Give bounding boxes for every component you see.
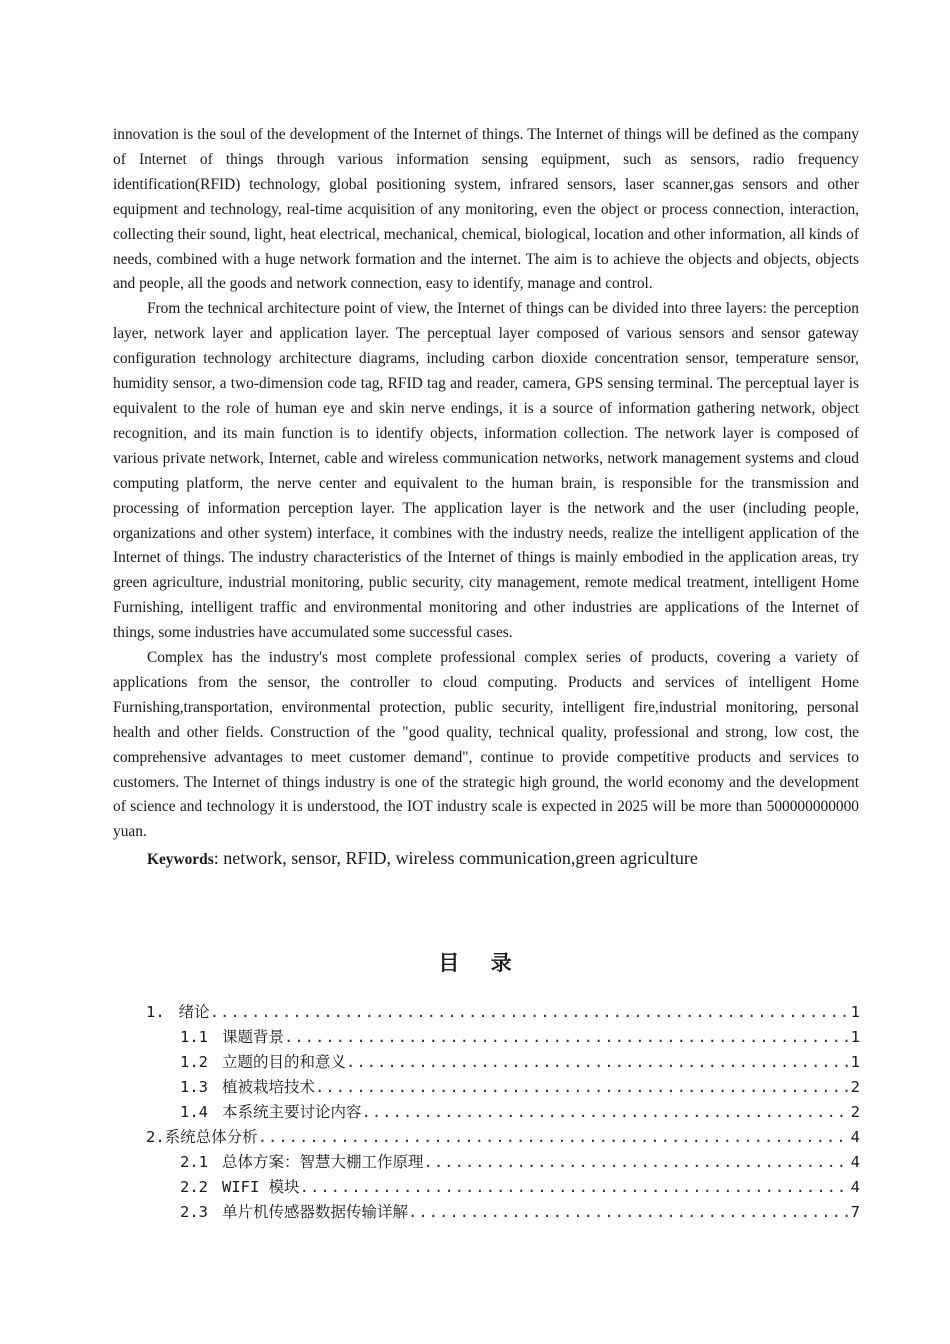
keywords-line (113, 845, 859, 873)
abstract-body (113, 123, 859, 873)
toc-entry-page: 1 (850, 1053, 860, 1071)
toc-entry[interactable] (146, 1025, 860, 1050)
toc-entry-number: 1. (146, 1003, 165, 1021)
toc-leader-dots (315, 1075, 849, 1100)
toc-entry-number: 1.3 (180, 1078, 208, 1096)
keywords-value: : network, sensor, RFID, wireless communication,green agriculture (213, 848, 698, 869)
toc-entry-page: 7 (850, 1203, 860, 1221)
toc-entry-title: 课题背景 (222, 1028, 285, 1046)
toc-entry-page: 2 (850, 1103, 860, 1121)
toc-entry-title: 本系统主要讨论内容 (222, 1103, 362, 1121)
toc-entry-title: WIFI 模块 (222, 1178, 300, 1196)
abstract-paragraph-3: Complex has the industry's most complete professional complex series of products, covering a variety of applications from the sensor, the controller to cloud computing. Products and services of intelligent Home Furnishing,transportation, environmental protection, public security, intelligent fire,industrial monitoring, personal health and other fields. Construction of the "good quality, technical quality, professional and strong, low cost, the comprehensive advantages to meet customer demand", continue to provide competitive products and services to customers. The Internet of things industry is one of the strategic high ground, the world economy and the development of science and technology it is understood, the IOT industry scale is expected in 2025 will be more than 500000000000 yuan. (113, 649, 859, 841)
toc-leader-dots (210, 1000, 849, 1025)
toc-leader-dots (346, 1050, 849, 1075)
toc-entry-number: 1.2 (180, 1053, 208, 1071)
toc-entry[interactable] (146, 1000, 860, 1025)
toc-entry[interactable] (146, 1175, 860, 1200)
toc-entry[interactable] (146, 1050, 860, 1075)
toc-entry-title: 总体方案：智慧大棚工作原理 (222, 1153, 424, 1171)
toc-entry-number: 2.2 (180, 1178, 208, 1196)
toc-leader-dots (408, 1200, 849, 1225)
toc-entry-title: 立题的目的和意义 (222, 1053, 347, 1071)
toc-entry-title: 绪论 (178, 1003, 210, 1021)
toc-entry-number: 1.4 (180, 1103, 208, 1121)
toc-entry[interactable] (146, 1100, 860, 1125)
toc-entry-title: 系统总体分析 (164, 1128, 258, 1146)
toc-entry[interactable] (146, 1125, 860, 1150)
toc-entry-number: 2.3 (180, 1203, 208, 1221)
toc-title: 目 录 (438, 951, 524, 975)
toc-entry-title: 单片机传感器数据传输详解 (222, 1203, 409, 1221)
toc-entry-title: 植被栽培技术 (222, 1078, 316, 1096)
abstract-paragraph-1: innovation is the soul of the development of the Internet of things. The Internet of things will be defined as the company of Internet of things through various information sensing equipment, such as sensors, radio frequency identification(RFID) technology, global positioning system, infrared sensors, laser scanner,gas sensors and other equipment and technology, real-time acquisition of any monitoring, even the object or process connection, interaction, collecting their sound, light, heat electrical, mechanical, chemical, biological, location and other information, all kinds of needs, combined with a huge network formation and the internet. The aim is to achieve the objects and objects, objects and people, all the goods and network connection, easy to identify, manage and control. (113, 126, 859, 293)
toc-entry-page: 2 (850, 1078, 860, 1096)
toc-leader-dots (284, 1025, 849, 1050)
toc-entry-page: 1 (850, 1003, 860, 1021)
toc-leader-dots (424, 1150, 849, 1175)
toc-entry-page: 1 (850, 1028, 860, 1046)
toc-entry-page: 4 (850, 1128, 860, 1146)
toc-entry[interactable] (146, 1075, 860, 1100)
toc-entry-page: 4 (850, 1178, 860, 1196)
abstract-paragraph-2: From the technical architecture point of view, the Internet of things can be divided into three layers: the perception layer, network layer and application layer. The perceptual layer composed of various sensors and sensor gateway configuration technology architecture diagrams, including carbon dioxide concentration sensor, temperature sensor, humidity sensor, a two-dimension code tag, RFID tag and reader, camera, GPS sensing terminal. The perceptual layer is equivalent to the role of human eye and skin nerve endings, it is a source of information gathering network, object recognition, and its main function is to identify objects, information collection. The network layer is composed of various private network, Internet, cable and wireless communication networks, network management systems and cloud computing platform, the nerve center and equivalent to the human brain, is responsible for the transmission and processing of information perception layer. The application layer is the network and the user (including people, organizations and other system) interface, it combines with the industry needs, realize the intelligent application of the Internet of things. The industry characteristics of the Internet of things is mainly embodied in the application areas, try green agriculture, industrial monitoring, public security, city management, remote medical treatment, intelligent Home Furnishing, intelligent traffic and environmental monitoring and other industries are applications of the Internet of things, some industries have accumulated some successful cases. (113, 300, 859, 642)
toc-entry-page: 4 (850, 1153, 860, 1171)
toc-leader-dots (362, 1100, 849, 1125)
table-of-contents (146, 1000, 860, 1225)
toc-leader-dots (258, 1125, 849, 1150)
keywords-label: Keywords (147, 851, 214, 869)
toc-entry-number: 2. (146, 1128, 165, 1146)
toc-entry[interactable] (146, 1200, 860, 1225)
toc-entry-number: 2.1 (180, 1153, 208, 1171)
toc-entry[interactable] (146, 1150, 860, 1175)
toc-leader-dots (300, 1175, 849, 1200)
toc-entry-number: 1.1 (180, 1028, 208, 1046)
